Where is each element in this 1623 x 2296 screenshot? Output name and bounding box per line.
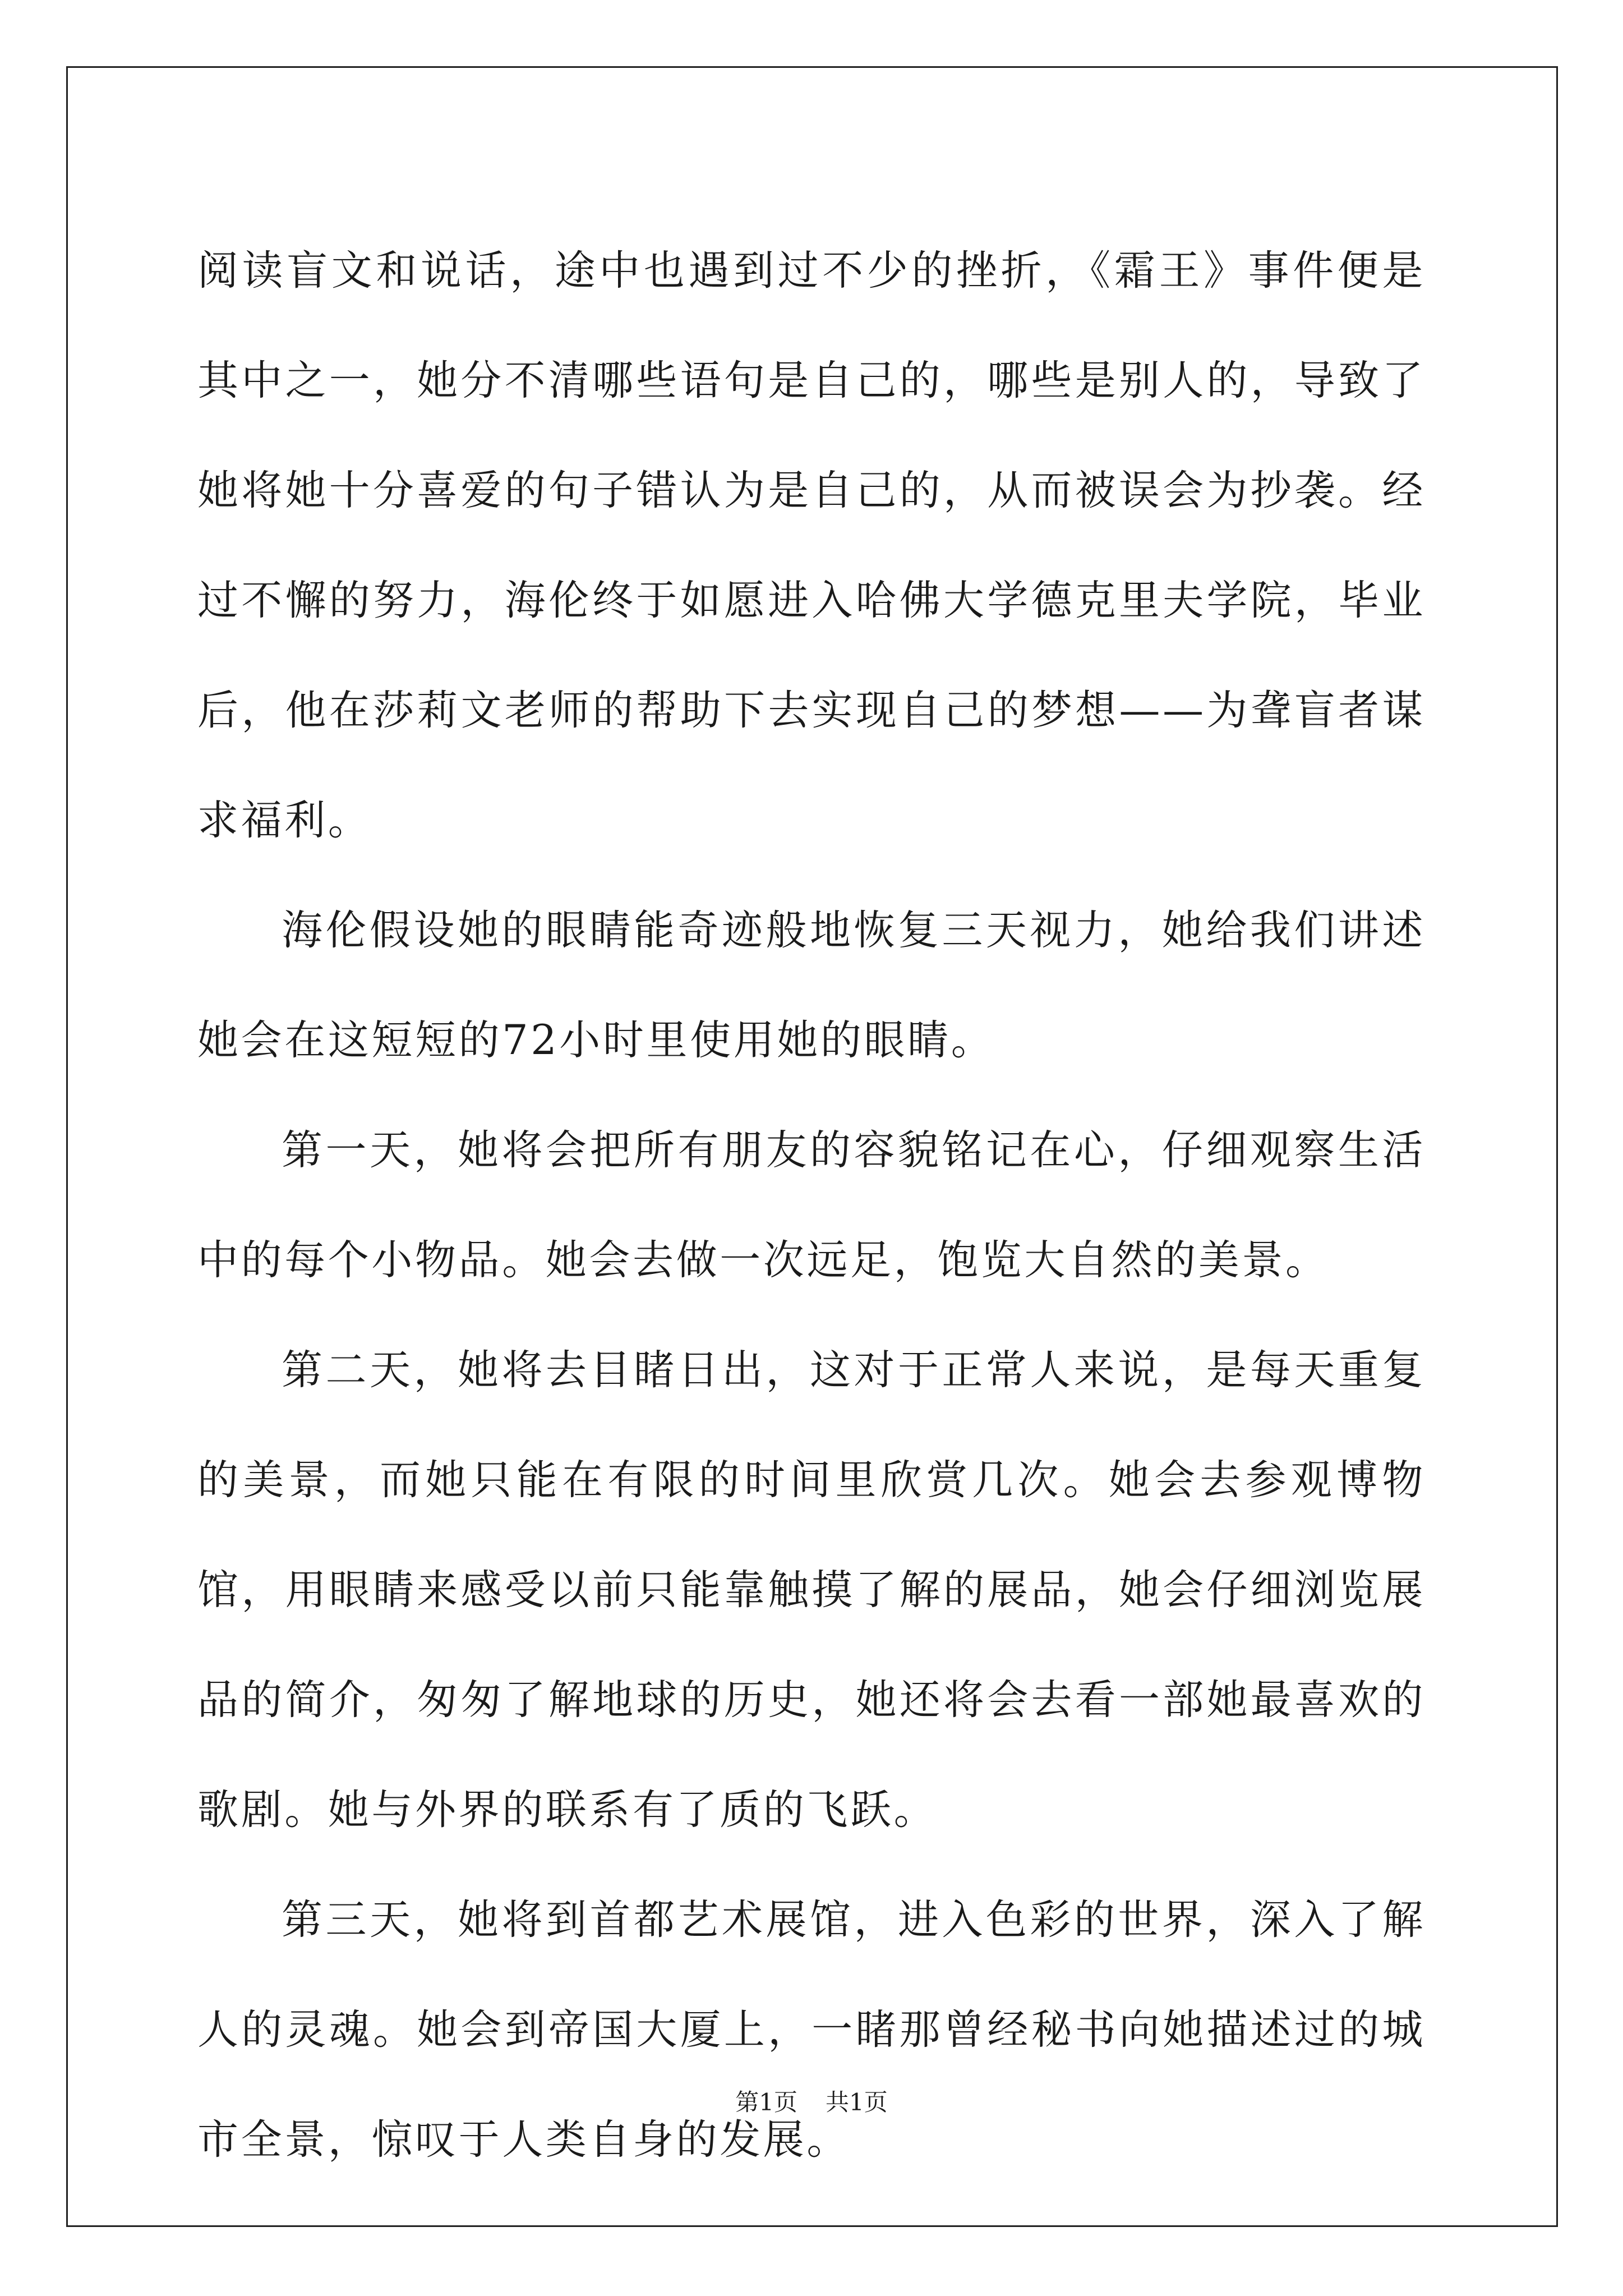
page-total: 共1页	[826, 2088, 888, 2116]
paragraph-1: 阅读盲文和说话，途中也遇到过不少的挫折，《霜王》事件便是其中之一，她分不清哪些语句是自己的，哪些是别人的，导致了她将她十分喜爱的句子错认为是自己的，从而被误会为抄袭。经过不懈的努力，海伦终于如愿进入哈佛大学德克里夫学院，毕业后，他在莎莉文老师的帮助下去实现自己的梦想——为聋盲者谋求福利。	[197, 247, 1426, 844]
paragraph-2: 海伦假设她的眼睛能奇迹般地恢复三天视力，她给我们讲述她会在这短短的72小时里使用她的眼睛。	[197, 907, 1426, 1064]
paragraph-3: 第一天，她将会把所有朋友的容貌铭记在心，仔细观察生活中的每个小物品。她会去做一次远足，饱览大自然的美景。	[197, 1126, 1426, 1284]
page-footer	[0, 2086, 1623, 2119]
paragraph-5: 第三天，她将到首都艺术展馆，进入色彩的世界，深入了解人的灵魂。她会到帝国大厦上，一睹那曾经秘书向她描述过的城市全景，惊叹于人类自身的发展。	[197, 1896, 1426, 2164]
document-body	[197, 216, 1426, 2195]
page-number: 第1页	[735, 2088, 797, 2116]
paragraph-4: 第二天，她将去目睹日出，这对于正常人来说，是每天重复的美景，而她只能在有限的时间里欣赏几次。她会去参观博物馆，用眼睛来感受以前只能靠触摸了解的展品，她会仔细浏览展品的简介，匆匆了解地球的历史，她还将会去看一部她最喜欢的歌剧。她与外界的联系有了质的飞跃。	[197, 1346, 1426, 1834]
